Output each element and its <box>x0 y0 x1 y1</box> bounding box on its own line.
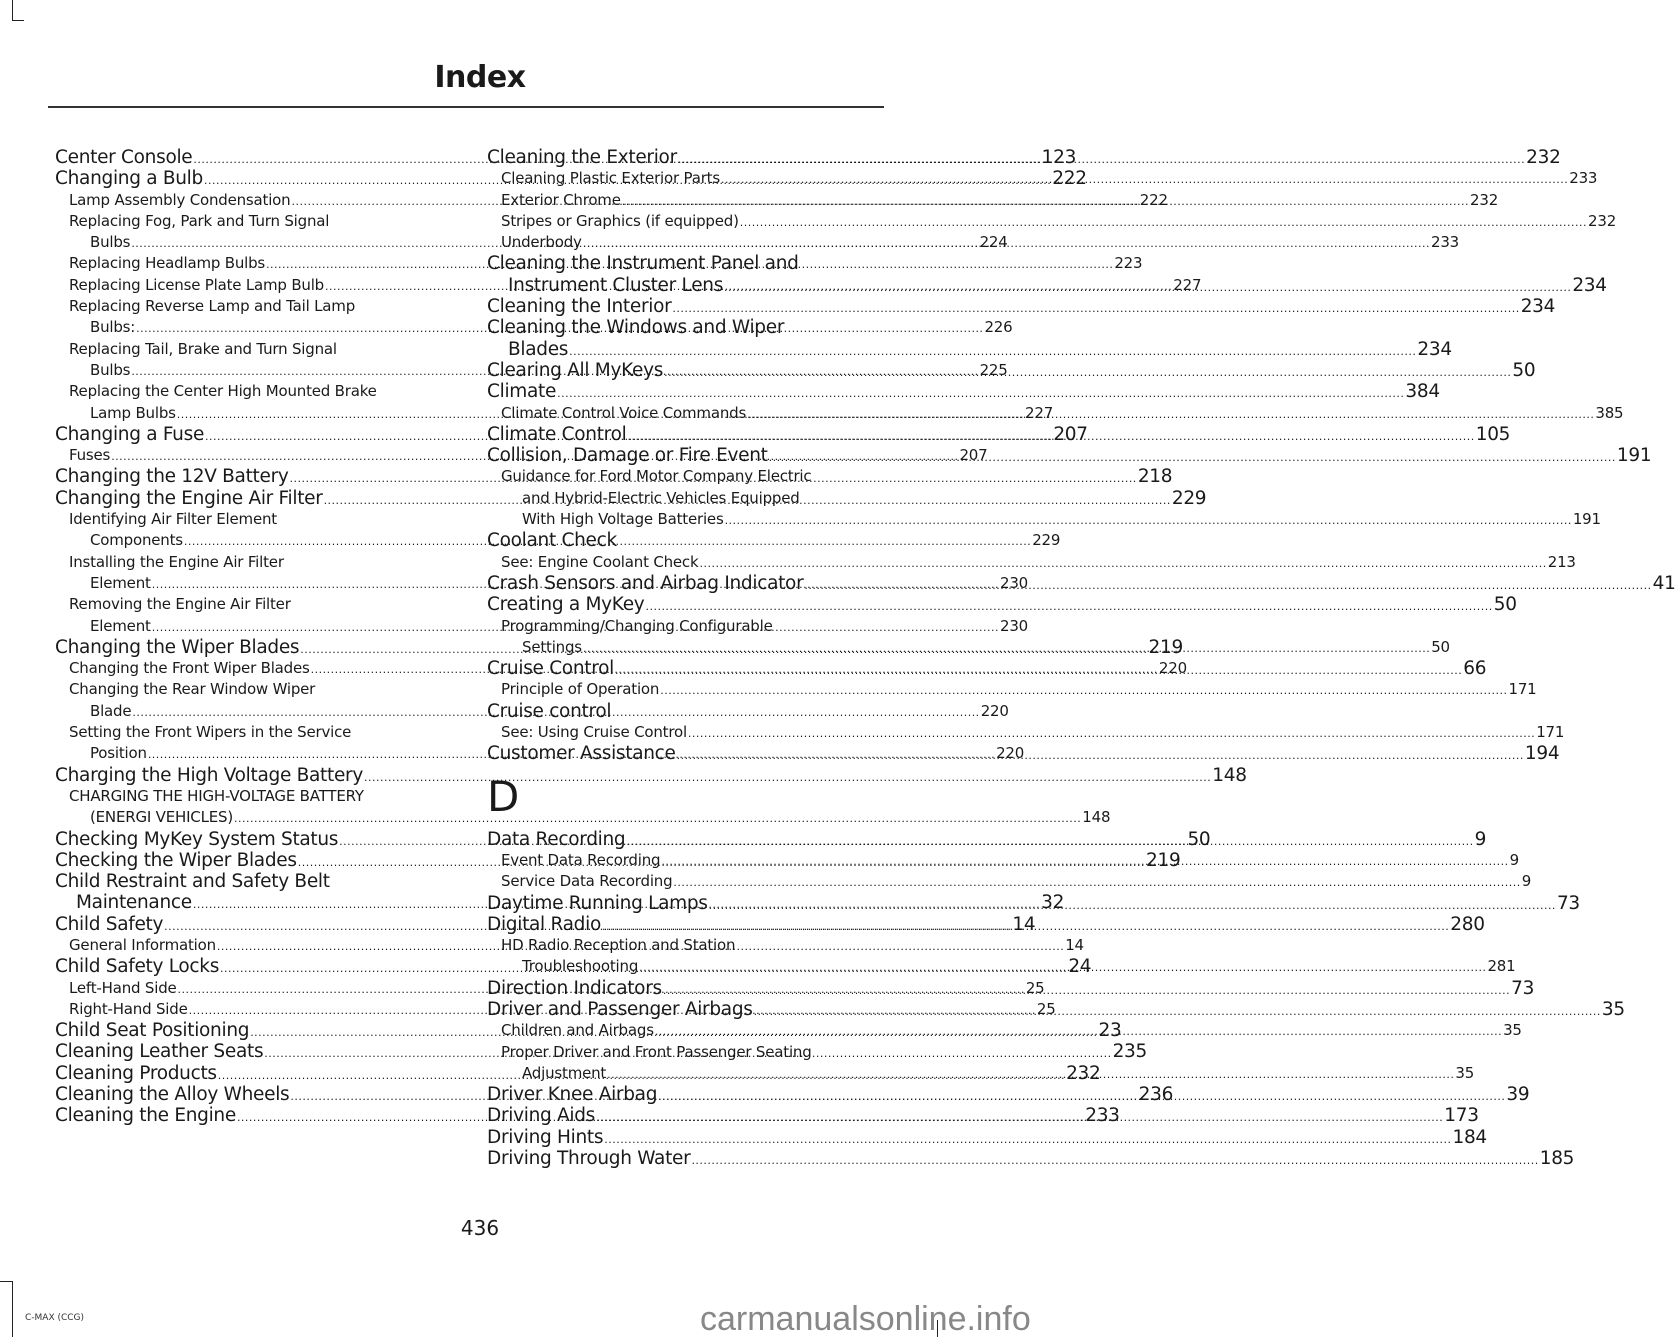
entry-text: Digital Radio <box>487 913 601 935</box>
page-ref[interactable]: 9 <box>1474 828 1487 850</box>
index-entry[interactable] <box>487 381 1440 403</box>
dot-leader <box>663 980 1510 1001</box>
watermark: carmanualsonline.info <box>700 1300 1031 1338</box>
entry-line <box>487 935 879 956</box>
section-letter: D <box>487 771 520 821</box>
entry-text: See: Using Cruise Control <box>501 723 687 742</box>
dot-leader <box>699 553 1546 574</box>
entry-text: Collision, Damage or Fire Event <box>487 445 768 467</box>
entry-text: Climate Control Voice Commands <box>501 403 747 422</box>
entry-text: Cleaning Products <box>55 1062 217 1084</box>
dot-leader <box>607 1064 1454 1085</box>
entry-text: Stripes or Graphics (if equipped) <box>501 211 739 230</box>
page-ref[interactable]: 173 <box>1444 1105 1479 1127</box>
dot-leader <box>627 423 1474 447</box>
entry-text: Lamp Assembly Condensation <box>69 190 291 209</box>
page-ref[interactable]: 207 <box>959 446 988 465</box>
page-ref[interactable]: 233 <box>1430 233 1460 252</box>
page-ref[interactable]: 35 <box>1601 998 1625 1020</box>
page-ref[interactable]: 235 <box>1112 1041 1147 1063</box>
dot-leader <box>557 383 1404 404</box>
entry-text: Direction Indicators <box>487 977 662 999</box>
entry-line <box>487 317 879 338</box>
entry-text: Guidance for Ford Motor Company Electric <box>501 467 812 486</box>
page-ref[interactable]: 224 <box>979 233 1008 252</box>
entry-line <box>55 211 447 232</box>
entry-text: Blades <box>508 338 569 360</box>
entry-line <box>487 679 1537 700</box>
dot-leader <box>677 745 1524 766</box>
entry-text: Left-Hand Side <box>69 978 177 997</box>
entry-text: CHARGING THE HIGH-VOLTAGE BATTERY <box>69 786 364 805</box>
page-ref[interactable]: 35 <box>1503 1021 1522 1040</box>
entry-text: Exterior Chrome <box>501 190 621 209</box>
entry-line <box>487 594 1517 616</box>
entry-text: Children and Airbags <box>501 1021 654 1040</box>
dot-leader <box>626 828 1473 852</box>
page-ref[interactable]: 230 <box>999 573 1029 592</box>
dot-leader <box>673 872 1520 893</box>
entry-text: Driver and Passenger Airbags <box>487 998 753 1020</box>
page-ref[interactable]: 171 <box>1536 723 1565 742</box>
entry-text: Position <box>90 744 147 763</box>
entry-text: Installing the Engine Air Filter <box>69 552 284 571</box>
entry-text: See: Engine Coolant Check <box>501 552 699 571</box>
entry-text: Instrument Cluster Lens <box>508 274 724 296</box>
entry-line <box>55 679 447 700</box>
page-ref[interactable]: 32 <box>1041 892 1065 914</box>
page-ref[interactable]: 222 <box>1139 190 1168 209</box>
entry-line <box>487 871 1532 892</box>
entry-text: Event Data Recording <box>501 850 661 869</box>
entry-line <box>55 786 447 807</box>
entry-text: Cleaning the Instrument Panel and <box>487 253 799 275</box>
entry-text: Cleaning the Interior <box>487 296 672 318</box>
page-ref[interactable]: 222 <box>1052 168 1087 190</box>
entry-line <box>55 509 447 530</box>
page-ref[interactable]: 218 <box>1137 466 1173 488</box>
dot-leader <box>709 895 1556 916</box>
entry-text: Bulbs: <box>90 318 136 337</box>
page-ref[interactable]: 232 <box>1588 211 1617 230</box>
entry-text: Driving Hints <box>487 1126 604 1148</box>
page-ref[interactable]: 39 <box>1506 1084 1530 1106</box>
page-ref[interactable]: 185 <box>1539 1148 1575 1170</box>
page-ref[interactable]: 50 <box>1493 594 1517 616</box>
page-ref[interactable]: 226 <box>984 318 1013 337</box>
entry-text: Cruise control <box>487 700 612 722</box>
page-ref[interactable]: 223 <box>1114 254 1143 273</box>
dot-leader <box>604 1129 1451 1150</box>
entry-text: Charging the High Voltage Battery <box>55 764 363 786</box>
dot-leader <box>645 596 1492 617</box>
entry-text: Cleaning Leather Seats <box>55 1041 264 1063</box>
entry-line <box>487 338 1452 360</box>
page-ref[interactable]: 148 <box>1082 808 1111 827</box>
entry-text: Driving Aids <box>487 1105 596 1127</box>
entry-text: Customer Assistance <box>487 743 676 765</box>
page-ref[interactable]: 230 <box>999 616 1029 635</box>
entry-text: Replacing Reverse Lamp and Tail Lamp <box>69 297 356 316</box>
page-ref[interactable]: 25 <box>1025 978 1045 997</box>
dot-leader <box>602 913 1449 937</box>
entry-text: Changing a Fuse <box>55 423 205 445</box>
entry-line <box>487 1126 1487 1148</box>
page-ref[interactable]: 9 <box>1509 850 1519 869</box>
entry-text: Lamp Bulbs <box>90 403 176 422</box>
page-ref[interactable]: 66 <box>1463 658 1487 680</box>
entry-text: Element <box>90 573 151 592</box>
page-ref[interactable]: 50 <box>1512 359 1536 381</box>
entry-text: Identifying Air Filter Element <box>69 510 277 529</box>
page-title: Index <box>434 60 526 95</box>
page-ref[interactable]: 220 <box>996 744 1025 763</box>
dot-leader <box>660 680 1507 701</box>
page-ref[interactable]: 194 <box>1524 743 1560 765</box>
entry-line <box>55 552 447 573</box>
page-ref[interactable]: 23 <box>1098 1020 1122 1042</box>
entry-text: Bulbs <box>90 360 131 379</box>
entry-line <box>487 722 1565 743</box>
dot-leader <box>724 277 1571 298</box>
dot-leader <box>688 723 1535 744</box>
page-ref[interactable]: 171 <box>1508 680 1537 699</box>
entry-text: Proper Driver and Front Passenger Seating <box>501 1042 812 1061</box>
entry-text: Maintenance <box>76 892 192 914</box>
page-ref[interactable]: 281 <box>1487 957 1516 976</box>
page-ref[interactable]: 9 <box>1521 872 1532 891</box>
entry-line <box>487 381 1440 403</box>
dot-leader <box>691 1150 1538 1171</box>
entry-text: General Information <box>69 935 216 954</box>
entry-text: Replacing License Plate Lamp Bulb <box>69 275 325 294</box>
entry-line <box>487 552 1576 573</box>
entry-text: (ENERGI VEHICLES) <box>90 808 233 827</box>
entry-text: Replacing Tail, Brake and Turn Signal <box>69 339 337 358</box>
page-ref[interactable]: 73 <box>1511 977 1535 999</box>
entry-text: Components <box>90 531 183 550</box>
page-ref[interactable]: 213 <box>1547 552 1576 571</box>
page-ref[interactable]: 105 <box>1475 423 1511 445</box>
page-ref[interactable]: 232 <box>1526 147 1561 168</box>
entry-line <box>487 1148 1575 1170</box>
entry-text: Programming/Changing Configurable <box>501 616 773 635</box>
entry-text: Clearing All MyKeys <box>487 359 664 381</box>
index-entry[interactable] <box>487 1126 1487 1148</box>
index-entry[interactable] <box>487 530 879 551</box>
entry-text: Child Seat Positioning <box>55 1020 250 1042</box>
entry-text: Cruise Control <box>487 658 614 680</box>
page-ref[interactable]: 385 <box>1595 403 1624 422</box>
entry-line <box>55 381 447 402</box>
entry-text: Bulbs <box>90 233 131 252</box>
page-ref[interactable]: 232 <box>1470 190 1499 209</box>
dot-leader <box>804 575 1651 596</box>
entry-line <box>55 296 447 317</box>
page-ref[interactable]: 234 <box>1417 338 1452 360</box>
entry-text: Coolant Check <box>487 530 617 552</box>
page-ref[interactable]: 14 <box>1065 935 1084 954</box>
entry-text: Changing the Rear Window Wiper <box>69 680 316 699</box>
index-entry[interactable] <box>487 722 1565 743</box>
entry-text: Cleaning the Engine <box>55 1105 236 1127</box>
dot-leader <box>754 1001 1601 1022</box>
entry-text: Creating a MyKey <box>487 594 645 616</box>
entry-text: With High Voltage Batteries <box>522 510 724 529</box>
entry-text: Changing the Engine Air Filter <box>55 487 323 509</box>
entry-text: Changing the Front Wiper Blades <box>69 659 310 678</box>
entry-text: Adjustment <box>522 1063 607 1082</box>
page-ref[interactable]: 220 <box>980 701 1009 720</box>
entry-text: Replacing Fog, Park and Turn Signal <box>69 211 330 230</box>
entry-line <box>55 594 447 615</box>
entry-text: Setting the Front Wipers in the Service <box>69 723 352 742</box>
page-ref[interactable]: 236 <box>1138 1084 1174 1106</box>
page-ref[interactable]: 14 <box>1012 913 1036 935</box>
entry-line <box>487 253 879 274</box>
dot-leader <box>740 212 1587 233</box>
entry-text: Center Console <box>55 147 193 168</box>
dot-leader <box>596 1107 1443 1128</box>
index-entry[interactable] <box>55 764 1247 786</box>
page-ref[interactable]: 184 <box>1452 1126 1487 1148</box>
dot-leader <box>725 510 1572 531</box>
model-label: C-MAX (CCG) <box>25 1313 85 1323</box>
page-ref[interactable]: 73 <box>1556 892 1580 914</box>
page-ref[interactable]: 148 <box>1212 764 1247 786</box>
header-divider <box>48 106 884 108</box>
dot-leader <box>672 298 1519 319</box>
entry-text: Crash Sensors and Airbag Indicator <box>487 572 804 594</box>
page-ref[interactable]: 229 <box>1171 487 1207 509</box>
entry-text: Driving Through Water <box>487 1148 691 1170</box>
entry-text: Checking MyKey System Status <box>55 828 339 850</box>
page-ref[interactable]: 225 <box>979 360 1008 379</box>
entry-text: and Hybrid-Electric Vehicles Equipped <box>522 488 800 507</box>
page-ref[interactable]: 227 <box>1025 403 1054 422</box>
entry-line <box>487 616 879 637</box>
page-ref[interactable]: 207 <box>1053 423 1088 445</box>
page-ref[interactable]: 41 <box>1652 572 1676 594</box>
entry-text: Changing the 12V Battery <box>55 466 289 488</box>
page-ref[interactable]: 229 <box>1032 531 1061 550</box>
entry-text: Child Safety Locks <box>55 956 220 978</box>
page-ref[interactable]: 280 <box>1450 913 1485 935</box>
page-ref[interactable]: 220 <box>1158 659 1187 678</box>
page-ref[interactable]: 233 <box>1085 1105 1120 1127</box>
entry-line <box>55 339 447 360</box>
entry-text: Cleaning the Alloy Wheels <box>55 1084 290 1106</box>
entry-text: Driver Knee Airbag <box>487 1084 658 1106</box>
index-entry[interactable] <box>487 1148 1575 1170</box>
entry-text: Replacing the Center High Mounted Brake <box>69 382 377 401</box>
dot-leader <box>664 362 1511 383</box>
entry-line <box>487 1042 879 1063</box>
entry-text: Blade <box>90 701 132 720</box>
entry-text: Service Data Recording <box>501 872 673 891</box>
entry-line <box>487 466 879 487</box>
entry-text: Changing the Wiper Blades <box>55 636 300 658</box>
entry-text: Daytime Running Lamps <box>487 892 708 914</box>
entry-text: Right-Hand Side <box>69 999 188 1018</box>
index-entry[interactable] <box>487 594 1517 616</box>
index-entry[interactable] <box>487 211 1617 232</box>
page-ref[interactable]: 384 <box>1405 381 1440 403</box>
entry-line <box>487 488 879 509</box>
entry-text: Removing the Engine Air Filter <box>69 595 291 614</box>
entry-text: Replacing Headlamp Bulbs <box>69 254 266 273</box>
entry-text: Climate Control <box>487 423 627 445</box>
index-entry[interactable] <box>487 701 879 722</box>
dot-leader <box>661 851 1508 872</box>
entry-text: Element <box>90 616 151 635</box>
page-ref[interactable]: 233 <box>1569 169 1598 188</box>
page-ref[interactable]: 227 <box>1173 275 1202 294</box>
entry-line <box>55 764 1247 786</box>
entry-line <box>487 211 1617 232</box>
entry-line <box>487 296 1556 318</box>
entry-line <box>55 871 447 892</box>
entry-line <box>487 530 879 551</box>
page-ref[interactable]: 50 <box>1187 828 1211 850</box>
entry-text: Cleaning Plastic Exterior Parts <box>501 169 720 188</box>
page-ref[interactable]: 191 <box>1616 445 1652 467</box>
page-ref[interactable]: 191 <box>1572 510 1601 529</box>
entry-text: Fuses <box>69 446 111 465</box>
index-entry[interactable] <box>487 296 1556 318</box>
page-ref[interactable]: 24 <box>1068 956 1092 978</box>
page-ref[interactable]: 232 <box>1066 1062 1101 1084</box>
page-ref[interactable]: 234 <box>1572 274 1607 296</box>
dot-leader <box>678 149 1525 170</box>
dot-leader <box>583 233 1430 254</box>
dot-leader <box>583 638 1430 659</box>
entry-text: Checking the Wiper Blades <box>55 849 297 871</box>
entry-text: Cleaning the Exterior <box>487 147 677 168</box>
index-entry[interactable] <box>487 871 1532 892</box>
dot-leader <box>658 1086 1505 1107</box>
dot-leader <box>747 404 1594 425</box>
page-ref[interactable]: 35 <box>1455 1063 1475 1082</box>
entry-text: Principle of Operation <box>501 680 660 699</box>
index-entry[interactable] <box>487 679 1537 700</box>
dot-leader <box>569 341 1416 362</box>
page-ref[interactable]: 219 <box>1146 849 1181 871</box>
entry-text: Cleaning the Windows and Wiper <box>487 317 785 339</box>
page-ref[interactable]: 123 <box>1041 147 1077 168</box>
entry-text: Climate <box>487 381 557 403</box>
page-ref[interactable]: 50 <box>1431 637 1450 656</box>
dot-leader <box>721 169 1568 190</box>
dot-leader <box>655 1021 1502 1042</box>
index-entry[interactable] <box>55 786 1111 829</box>
entry-text: HD Radio Reception and Station <box>501 936 736 955</box>
entry-text: Data Recording <box>487 828 626 850</box>
entry-text: Changing a Bulb <box>55 168 203 190</box>
entry-line <box>55 807 1111 828</box>
page-number: 436 <box>460 1216 500 1240</box>
entry-line <box>487 509 1601 530</box>
page-ref[interactable]: 219 <box>1148 636 1183 658</box>
page-ref[interactable]: 25 <box>1036 999 1056 1018</box>
dot-leader <box>769 447 1616 468</box>
entry-text: Troubleshooting <box>522 957 639 976</box>
entry-text: Child Restraint and Safety Belt <box>55 871 330 893</box>
dot-leader <box>615 660 1462 681</box>
entry-text: Settings <box>522 637 582 656</box>
page-ref[interactable]: 234 <box>1520 296 1556 318</box>
index-entry[interactable] <box>487 552 1576 573</box>
entry-text: Underbody <box>501 233 582 252</box>
entry-line <box>487 701 879 722</box>
entry-line <box>55 722 447 743</box>
dot-leader <box>622 191 1469 212</box>
entry-text: Child Safety <box>55 913 164 935</box>
dot-leader <box>639 957 1486 978</box>
